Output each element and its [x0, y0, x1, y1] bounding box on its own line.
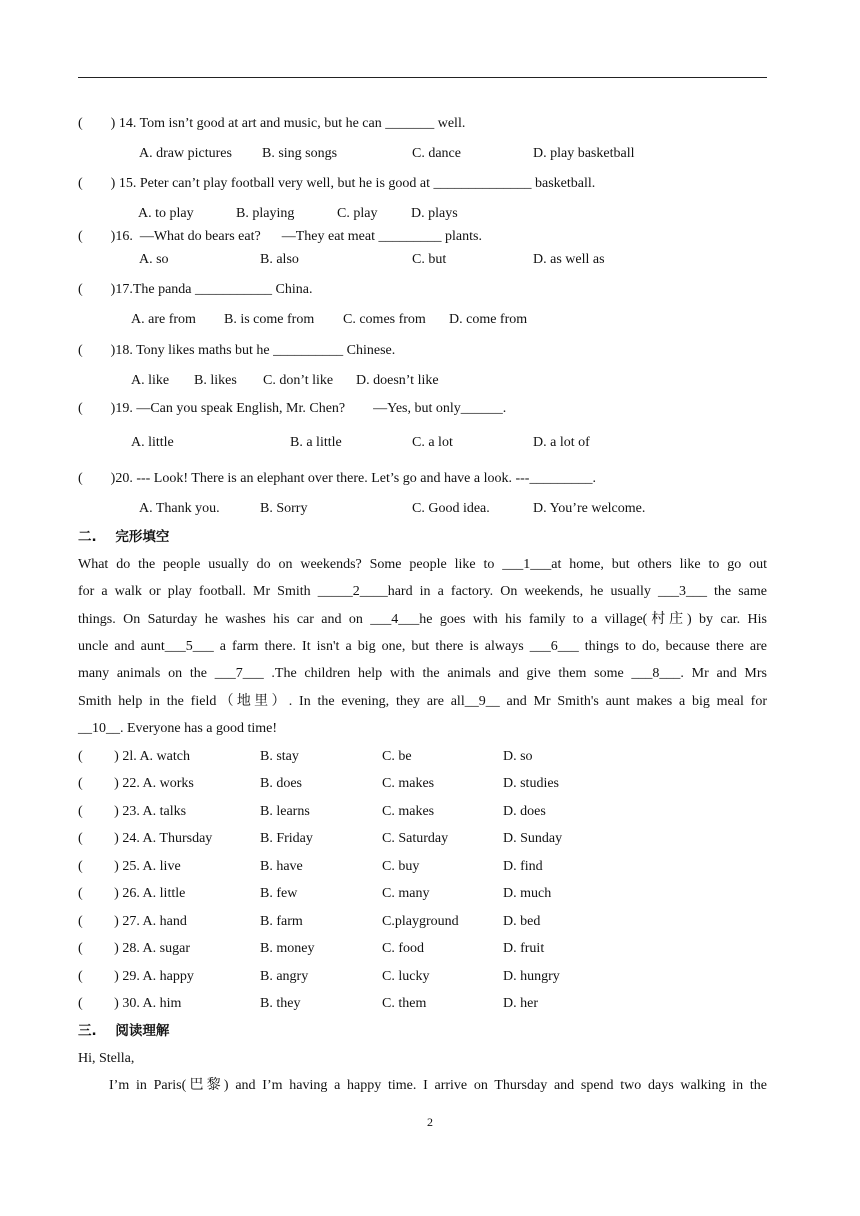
q18-option-c: C. don’t like [263, 373, 334, 388]
cloze-q28-d: D. fruit [503, 941, 545, 956]
passage-line-5: many animals on the ___7___ .The children help with the animals and give them some ___8___. Mr and Mrs [78, 666, 767, 681]
cloze-q28-a: ( ) 28. A. sugar [78, 941, 190, 956]
passage-line-2: for a walk or play football. Mr Smith _____2____hard in a factory. On weekends, he usually ___3___ the same [78, 584, 767, 599]
q20-option-c: C. Good idea. [412, 501, 490, 516]
question-14-stem: ( ) 14. Tom isn’t good at art and music, but he can _______ well. [78, 116, 466, 131]
cloze-q29-c: C. lucky [382, 969, 430, 984]
cloze-q28-c: C. food [382, 941, 424, 956]
cloze-q22-d: D. studies [503, 776, 559, 791]
cloze-q25-d: D. find [503, 859, 543, 874]
cloze-q26-d: D. much [503, 886, 552, 901]
question-19-stem: ( )19. —Can you speak English, Mr. Chen? —Yes, but only______. [78, 401, 507, 416]
cloze-q29-d: D. hungry [503, 969, 560, 984]
cloze-q27-c: C.playground [382, 914, 459, 929]
cloze-q23-a: ( ) 23. A. talks [78, 804, 187, 819]
q17-option-b: B. is come from [224, 312, 315, 327]
cloze-q23-b: B. learns [260, 804, 310, 819]
q16-option-d: D. as well as [533, 252, 605, 267]
question-17-stem: ( )17.The panda ___________ China. [78, 282, 313, 297]
cloze-q30-a: ( ) 30. A. him [78, 996, 182, 1011]
q18-option-a: A. like [131, 373, 170, 388]
q15-option-d: D. plays [411, 206, 458, 221]
q16-option-c: C. but [412, 252, 447, 267]
q19-option-a: A. little [131, 435, 174, 450]
passage-line-1: What do the people usually do on weekends? Some people like to ___1___at home, but others like to go out [78, 557, 767, 572]
q20-option-a: A. Thank you. [139, 501, 220, 516]
cloze-q26-a: ( ) 26. A. little [78, 886, 186, 901]
cloze-q27-a: ( ) 27. A. hand [78, 914, 187, 929]
q16-option-a: A. so [139, 252, 169, 267]
cloze-q22-b: B. does [260, 776, 302, 791]
question-18-stem: ( )18. Tony likes maths but he __________ Chinese. [78, 343, 396, 358]
q17-option-d: D. come from [449, 312, 528, 327]
cloze-q27-b: B. farm [260, 914, 303, 929]
cloze-q30-b: B. they [260, 996, 301, 1011]
cloze-q23-c: C. makes [382, 804, 435, 819]
cloze-q25-a: ( ) 25. A. live [78, 859, 181, 874]
cloze-q22-a: ( ) 22. A. works [78, 776, 194, 791]
q15-option-b: B. playing [236, 206, 295, 221]
cloze-q27-d: D. bed [503, 914, 541, 929]
passage-line-4: uncle and aunt___5___ a farm there. It isn't a big one, but there is always ___6___ things to do, because there are [78, 639, 767, 654]
cloze-q24-d: D. Sunday [503, 831, 563, 846]
cloze-q21-b: B. stay [260, 749, 299, 764]
q14-option-c: C. dance [412, 146, 461, 161]
cloze-q30-c: C. them [382, 996, 427, 1011]
cloze-q26-c: C. many [382, 886, 430, 901]
cloze-q23-d: D. does [503, 804, 546, 819]
q15-option-a: A. to play [138, 206, 194, 221]
q18-option-b: B. likes [194, 373, 237, 388]
question-16-stem: ( )16. —What do bears eat? —They eat meat _________ plants. [78, 229, 482, 244]
cloze-q25-c: C. buy [382, 859, 420, 874]
passage-line-3: things. On Saturday he washes his car and on ___4___he goes with his family to a village(村庄) by car. His [78, 612, 767, 627]
question-20-stem: ( )20. --- Look! There is an elephant over there. Let’s go and have a look. ---_________. [78, 471, 596, 486]
cloze-q22-c: C. makes [382, 776, 435, 791]
page-number: 2 [427, 1115, 433, 1129]
q18-option-d: D. doesn’t like [356, 373, 439, 388]
cloze-q24-b: B. Friday [260, 831, 313, 846]
cloze-q21-d: D. so [503, 749, 533, 764]
cloze-q30-d: D. her [503, 996, 538, 1011]
cloze-q29-b: B. angry [260, 969, 309, 984]
q14-option-a: A. draw pictures [139, 146, 232, 161]
cloze-q26-b: B. few [260, 886, 298, 901]
cloze-q21-a: ( ) 2l. A. watch [78, 749, 190, 764]
letter-greeting: Hi, Stella, [78, 1051, 135, 1066]
section-2-heading: 二. 完形填空 [78, 529, 170, 545]
cloze-q25-b: B. have [260, 859, 303, 874]
q20-option-b: B. Sorry [260, 501, 308, 516]
q17-option-c: C. comes from [343, 312, 426, 327]
passage-line-7: __10__. Everyone has a good time! [78, 721, 278, 736]
cloze-q24-a: ( ) 24. A. Thursday [78, 831, 213, 846]
letter-line-1: I’m in Paris(巴黎) and I’m having a happy time. I arrive on Thursday and spend two days walking in the [109, 1078, 767, 1093]
q20-option-d: D. You’re welcome. [533, 501, 646, 516]
q19-option-b: B. a little [290, 435, 342, 450]
q14-option-d: D. play basketball [533, 146, 635, 161]
passage-line-6: Smith help in the field（地里）. In the evening, they are all__9__ and Mr Smith's aunt makes a big meal for [78, 694, 767, 709]
q19-option-d: D. a lot of [533, 435, 590, 450]
header-rule [78, 77, 767, 78]
cloze-q29-a: ( ) 29. A. happy [78, 969, 194, 984]
cloze-q28-b: B. money [260, 941, 315, 956]
q19-option-c: C. a lot [412, 435, 453, 450]
question-15-stem: ( ) 15. Peter can’t play football very well, but he is good at ______________ basketball. [78, 176, 596, 191]
cloze-q21-c: C. be [382, 749, 412, 764]
cloze-q24-c: C. Saturday [382, 831, 449, 846]
q15-option-c: C. play [337, 206, 378, 221]
q17-option-a: A. are from [131, 312, 196, 327]
section-3-heading: 三. 阅读理解 [78, 1023, 170, 1039]
q14-option-b: B. sing songs [262, 146, 338, 161]
q16-option-b: B. also [260, 252, 299, 267]
